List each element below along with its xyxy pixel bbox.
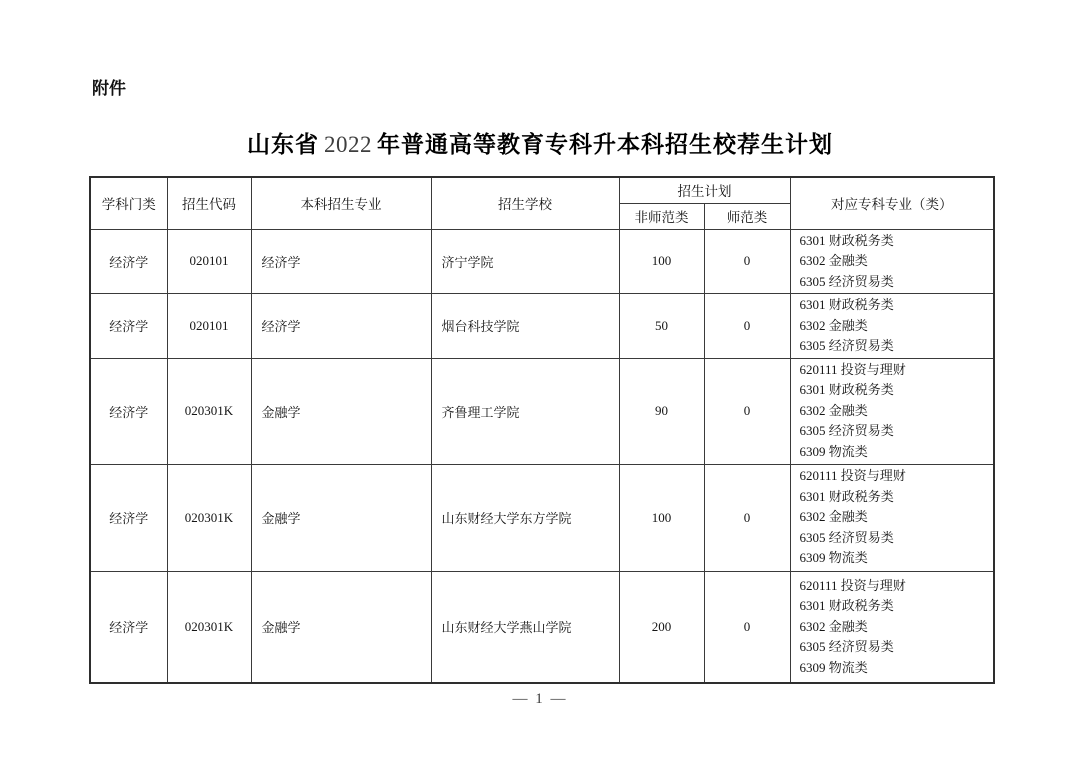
attachment-label: 附件 bbox=[92, 79, 126, 98]
major-line: 6305 经济贸易类 bbox=[799, 639, 894, 654]
table-row bbox=[90, 464, 994, 571]
enrollment-code-cell: 020301K bbox=[167, 464, 251, 571]
major-line: 6302 金融类 bbox=[799, 253, 868, 268]
enrollment-code-cell: 020101 bbox=[167, 294, 251, 359]
normal-plan-cell: 0 bbox=[704, 294, 790, 359]
table-row bbox=[90, 571, 994, 683]
non-normal-plan-cell: 90 bbox=[619, 358, 704, 464]
normal-plan-cell: 0 bbox=[704, 464, 790, 571]
title-part2: 年普通高等教育专科升本科招生校荐生计划 bbox=[377, 132, 833, 157]
undergraduate-major-cell: 金融学 bbox=[251, 464, 431, 571]
undergraduate-major-cell: 经济学 bbox=[251, 229, 431, 294]
col-header-normal: 师范类 bbox=[704, 203, 790, 229]
non-normal-plan-cell: 100 bbox=[619, 229, 704, 294]
non-normal-plan-cell: 100 bbox=[619, 464, 704, 571]
enrollment-school-cell: 济宁学院 bbox=[431, 229, 619, 294]
subject-category-cell: 经济学 bbox=[90, 571, 167, 683]
enrollment-plan-table bbox=[89, 176, 995, 684]
page-number: — 1 — bbox=[512, 691, 568, 707]
enrollment-school-cell: 烟台科技学院 bbox=[431, 294, 619, 359]
major-line: 6301 财政税务类 bbox=[799, 232, 894, 248]
page-title bbox=[0, 126, 1080, 159]
col-header-subject-category: 学科门类 bbox=[90, 177, 167, 229]
subject-category-cell: 经济学 bbox=[90, 464, 167, 571]
corresponding-majors-cell bbox=[790, 464, 994, 571]
table-header-row-1 bbox=[90, 177, 994, 203]
enrollment-code-cell: 020101 bbox=[167, 229, 251, 294]
major-line: 6309 物流类 bbox=[799, 659, 868, 675]
non-normal-plan-cell: 200 bbox=[619, 571, 704, 683]
subject-category-cell: 经济学 bbox=[90, 229, 167, 294]
major-line: 6309 物流类 bbox=[799, 550, 868, 566]
major-line: 620111 投资与理财 bbox=[799, 577, 906, 593]
col-header-non-normal: 非师范类 bbox=[619, 203, 704, 229]
major-line: 6309 物流类 bbox=[799, 443, 868, 459]
major-line: 6302 金融类 bbox=[799, 317, 868, 333]
non-normal-plan-cell: 50 bbox=[619, 294, 704, 359]
enrollment-school-cell: 山东财经大学燕山学院 bbox=[431, 571, 619, 683]
major-line: 620111 投资与理财 bbox=[799, 361, 906, 377]
corresponding-majors-cell bbox=[790, 358, 994, 464]
enrollment-school-cell: 齐鲁理工学院 bbox=[431, 358, 619, 464]
corresponding-majors-cell bbox=[790, 571, 994, 683]
table-row bbox=[90, 229, 994, 294]
enrollment-code-cell: 020301K bbox=[167, 358, 251, 464]
col-header-enrollment-plan: 招生计划 bbox=[619, 177, 790, 203]
major-line: 6301 财政税务类 bbox=[799, 598, 894, 613]
corresponding-majors-cell bbox=[790, 229, 994, 294]
normal-plan-cell: 0 bbox=[704, 229, 790, 294]
major-line: 6305 经济贸易类 bbox=[799, 423, 894, 439]
col-header-corresponding-majors: 对应专科专业（类） bbox=[790, 177, 994, 229]
undergraduate-major-cell: 金融学 bbox=[251, 358, 431, 464]
subject-category-cell: 经济学 bbox=[90, 294, 167, 359]
corresponding-majors-cell bbox=[790, 294, 994, 359]
undergraduate-major-cell: 经济学 bbox=[251, 294, 431, 359]
title-part1: 山东省 bbox=[247, 132, 319, 157]
col-header-enrollment-school: 招生学校 bbox=[431, 177, 619, 229]
col-header-undergraduate-major: 本科招生专业 bbox=[251, 177, 431, 229]
major-line: 6302 金融类 bbox=[799, 402, 868, 418]
major-line: 620111 投资与理财 bbox=[799, 468, 906, 484]
major-line: 6305 经济贸易类 bbox=[799, 338, 894, 353]
table-body bbox=[90, 229, 994, 683]
normal-plan-cell: 0 bbox=[704, 571, 790, 683]
major-line: 6305 经济贸易类 bbox=[799, 273, 894, 289]
major-line: 6302 金融类 bbox=[799, 618, 868, 634]
table-header bbox=[90, 177, 994, 229]
major-line: 6301 财政税务类 bbox=[799, 488, 894, 504]
major-line: 6301 财政税务类 bbox=[799, 382, 894, 398]
title-year: 2022 bbox=[324, 132, 372, 157]
subject-category-cell: 经济学 bbox=[90, 358, 167, 464]
undergraduate-major-cell: 金融学 bbox=[251, 571, 431, 683]
major-line: 6302 金融类 bbox=[799, 509, 868, 525]
col-header-enrollment-code: 招生代码 bbox=[167, 177, 251, 229]
major-line: 6301 财政税务类 bbox=[799, 297, 894, 312]
enrollment-school-cell: 山东财经大学东方学院 bbox=[431, 464, 619, 571]
table-row bbox=[90, 294, 994, 359]
major-line: 6305 经济贸易类 bbox=[799, 529, 894, 545]
table-row bbox=[90, 358, 994, 464]
enrollment-code-cell: 020301K bbox=[167, 571, 251, 683]
normal-plan-cell: 0 bbox=[704, 358, 790, 464]
